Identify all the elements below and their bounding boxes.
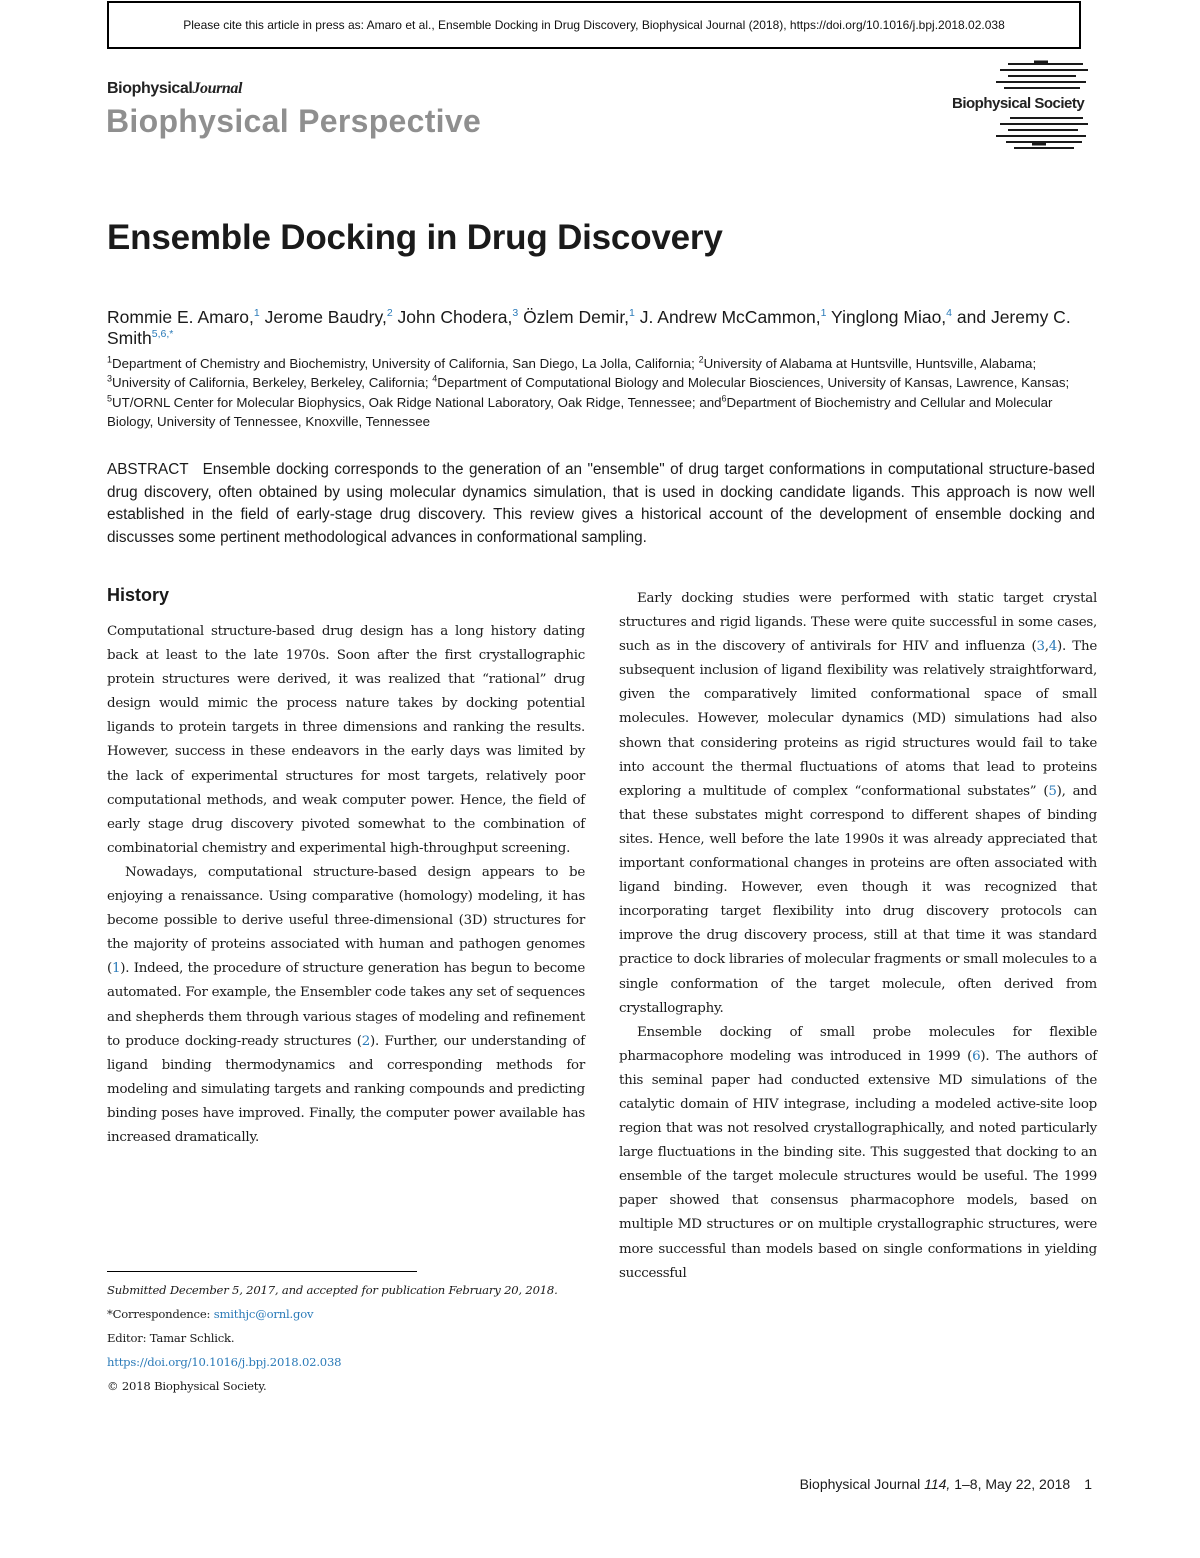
page-footer: Biophysical Journal 114, 1–8, May 22, 2018 1 (799, 1476, 1092, 1492)
author: and Jeremy C. Smith$^{5,6,*}$ (107, 307, 1071, 348)
citation-box: Please cite this article in press as: Amaro et al., Ensemble Docking in Drug Discovery, Biophysical Journal (2018), https://doi.org/10.1016/j.bpj.2018.02.038 (107, 1, 1081, 49)
article-title: Ensemble Docking in Drug Discovery (107, 218, 723, 257)
page-number: 1 (1084, 1476, 1092, 1492)
doi-note (107, 1354, 587, 1371)
abstract (107, 459, 1095, 550)
section-type: Biophysical Perspective (106, 103, 482, 139)
author: J. Andrew McCammon,$^1$ (639, 307, 827, 327)
affiliation-marker: 1 (253, 307, 260, 320)
affiliation: University of Alabama at Huntsville, Huntsville, Alabama; (703, 356, 1037, 371)
doi-link[interactable]: https://doi.org/10.1016/j.bpj.2018.02.038 (107, 1355, 342, 1369)
author: Rommie E. Amaro,$^1$ (107, 307, 260, 327)
journal-logo-plain: Biophysical (107, 80, 193, 97)
copyright-note: © 2018 Biophysical Society. (107, 1379, 267, 1393)
journal-logo (107, 80, 242, 98)
affiliation: Department of Biochemistry and Cellular and Molecular Biology, University of Tennessee, Knoxville, Tennessee (107, 394, 1053, 430)
reference-link[interactable]: 5 (1048, 783, 1057, 799)
reference-link[interactable]: 2 (361, 1033, 370, 1049)
author-list (107, 307, 1097, 349)
submission-note: Submitted December 5, 2017, and accepted for publication February 20, 2018. (107, 1283, 558, 1297)
reference-link[interactable]: 3 (1036, 639, 1045, 655)
affiliation-marker: 2 (386, 307, 393, 320)
footnote-divider (107, 1271, 417, 1272)
paragraph: Nowadays, computational structure-based design appears to be enjoying a renaissance. Using comparative (homology) modeling, it has become possible to derive useful three-dimensional (3D) structures for the majority of proteins associated with human and pathogen genomes (1). Indeed, the procedure of structure generation has begun to become automated. For example, the Ensembler code takes any set of sequences and shepherds them through various stages of modeling and refinement to produce docking-ready structures (2). Further, our understanding of ligand binding thermodynamics and corresponding methods for modeling and simulating targets and ranking compounds and predicting binding poses have improved. Finally, the computer power available has increased dramatically. (107, 864, 585, 1145)
affiliation-marker: 3 (512, 307, 519, 320)
body-column-right (619, 587, 1097, 1286)
affiliation: Department of Computational Biology and Molecular Biosciences, University of Kansas, Lawrence, Kansas; (437, 375, 1070, 391)
reference-link[interactable]: 6 (972, 1048, 981, 1064)
body-column-left (107, 620, 585, 1150)
author: John Chodera,$^3$ (397, 307, 519, 327)
abstract-label: ABSTRACT (107, 461, 189, 478)
affiliation: University of California, Berkeley, Berkeley, California; (112, 375, 429, 391)
paragraph: Computational structure-based drug design has a long history dating back at least to the late 1970s. Soon after the first crystallographic protein structures were derived, it was realized that “rational” drug design would mimic the process nature takes by docking potential ligands to protein targets in three dimensions and ranking the results. However, success in these endeavors in the early days was limited by the lack of experimental structures for most targets, relatively poor computational methods, and weak computer power. Hence, the field of early stage drug discovery pivoted somewhat to the combination of combinatorial chemistry and experimental high-throughput screening. (107, 624, 585, 856)
volume: 114, (924, 1476, 951, 1492)
affiliation-marker: 1 (629, 307, 635, 320)
affiliation-marker: 5,6,* (151, 328, 174, 341)
author: Jerome Baudry,$^2$ (264, 307, 393, 327)
journal-logo-italic: Journal (192, 80, 243, 97)
correspondence-note: *Correspondence: smithjc@ornl.gov (107, 1307, 314, 1321)
editor-note: Editor: Tamar Schlick. (107, 1331, 235, 1345)
society-name: Biophysical Society (952, 95, 1085, 112)
paragraph: Ensemble docking of small probe molecules for flexible pharmacophore modeling was introduced in 1999 (6). The authors of this seminal paper had conducted extensive MD simulations of the catalytic domain of HIV integrase, including a modeled active-site loop region that was not resolved crystallographically, and noted particularly large fluctuations in the binding site. This suggested that docking to an ensemble of the target molecule structures would be useful. The 1999 paper showed that consensus pharmacophore models, based on multiple MD structures or on multiple crystallographic structures, were more successful than models based on single conformations in yielding successful (619, 1024, 1097, 1281)
author: Yinglong Miao,$^4$ (831, 307, 953, 327)
affiliation: Department of Chemistry and Biochemistry, University of California, San Diego, La Jolla, California; (112, 356, 695, 371)
affiliations: $^1$Department of Chemistry and Biochemistry, University of California, San Diego, La Jolla, California; $^2$University of Alabama at Huntsville, Huntsville, Alabama; $^3$University of California, Berkeley, Berkeley, California; $^4$Department of Computational Biology and Molecular Biosciences, University of Kansas, Lawrence, Kansas; $^5$UT/ORNL Center for Molecular Biophysics, Oak Ridge National Laboratory, Oak Ridge, Tennessee; and$^6$Department of Biochemistry and Cellular and Molecular Biology, University of Tennessee, Knoxville, Tennessee (107, 354, 1070, 430)
affiliation-marker: 4 (946, 307, 953, 320)
correspondence-email-link[interactable]: smithjc@ornl.gov (213, 1307, 314, 1321)
footnotes (107, 1282, 587, 1402)
affiliation-marker: 1 (820, 307, 827, 320)
section-heading-history: History (107, 585, 170, 605)
paragraph: Early docking studies were performed with static target crystal structures and rigid ligands. These were quite successful in some cases, such as in the discovery of antivirals for HIV and influenza (3,4). The subsequent inclusion of ligand flexibility was relatively straightforward, given the comparatively limited conformational space of small molecules. However, molecular dynamics (MD) simulations had also shown that considering proteins as rigid structures would fail to take into account the thermal fluctuations of atoms that lead to proteins exploring a multitude of complex “conformational substates” (5), and that these substates might correspond to different shapes of binding sites. Hence, well before the late 1990s it was already appreciated that important conformational changes in proteins are often associated with ligand binding. However, even though it was recognized that incorporating target flexibility into drug discovery protocols can improve the drug discovery process, still at that time it was standard practice to dock libraries of molecular fragments or small molecules to a single conformation of the target molecule, often derived from crystallography. (619, 591, 1098, 1016)
author: Özlem Demir,$^1$ (523, 307, 635, 327)
reference-link[interactable]: 1 (111, 961, 121, 977)
affiliation: UT/ORNL Center for Molecular Biophysics, Oak Ridge National Laboratory, Oak Ridge, Tennessee; and (112, 394, 722, 410)
reference-link[interactable]: 4 (1048, 639, 1058, 655)
abstract-text: Ensemble docking corresponds to the generation of an "ensemble" of drug target conformations in computational structure-based drug discovery, often obtained by using molecular dynamics simulation, that is used in docking candidate ligands. This approach is now well established in the field of early-stage drug discovery. This review gives a historical account of the development of ensemble docking and discusses some pertinent methodological advances in conformational sampling. (107, 461, 1095, 547)
